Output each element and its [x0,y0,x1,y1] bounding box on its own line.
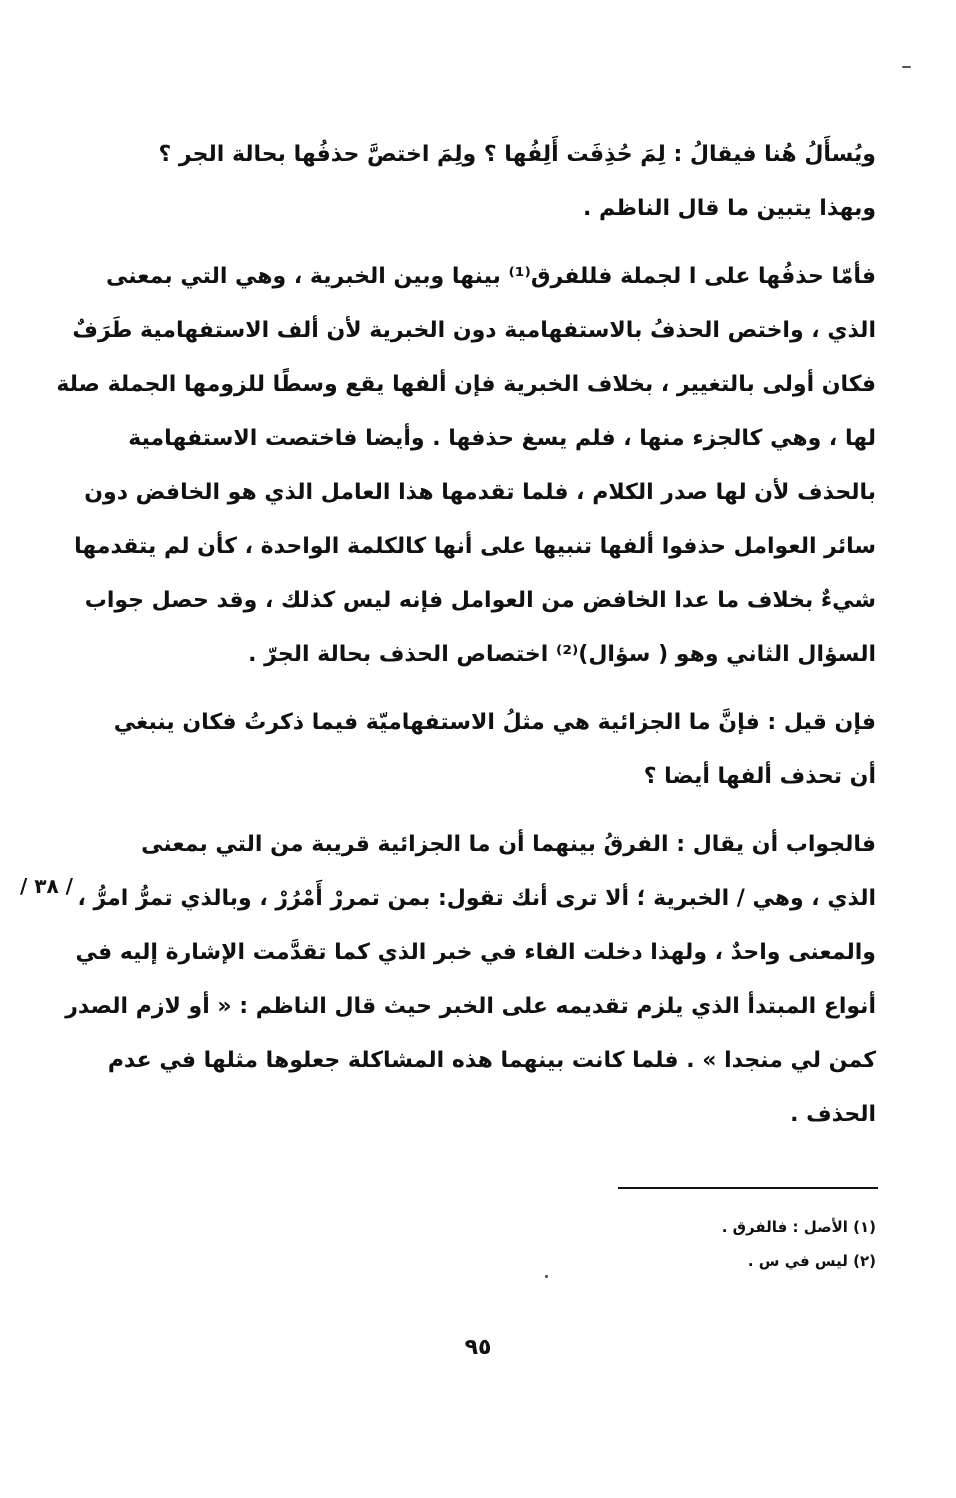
text-line: أن تحذف ألفها أيضا ؟ [643,764,876,789]
body-text [56,128,876,1142]
text-line: وبهذا يتبين ما قال الناظم . [582,196,876,221]
scan-speck [545,1275,548,1278]
text-line: سائر العوامل حذفوا ألفها تنبيها على أنها كالكلمة الواحدة ، كأن لم يتقدمها [74,534,876,559]
text-line: شيءٌ بخلاف ما عدا الخافض من العوامل فإنه ليس كذلك ، وقد حصل جواب [84,588,876,613]
text-line: الذي ، واختص الحذفُ بالاستفهامية دون الخبرية لأن ألف الاستفهامية طَرَفٌ [72,318,876,343]
paragraph-reply [65,818,876,1142]
manuscript-folio-marker: / ٣٨ / [20,874,73,898]
text-line: فكان أولى بالتغيير ، بخلاف الخبرية فإن ألفها يقع وسطًا للزومها الجملة صلة [56,372,876,397]
paragraph-question [138,128,876,236]
text-line: بالحذف لأن لها صدر الكلام ، فلما تقدمها هذا العامل الذي هو الخافض دون [84,480,876,505]
scan-speck [902,66,911,68]
footnote-2: (٢) ليس في س . [747,1252,876,1270]
footnote-separator [618,1187,878,1189]
text-line: كمن لي منجدا » . فلما كانت بينهما هذه المشاكلة جعلوها مثلها في عدم [107,1048,876,1073]
text-line: فالجواب أن يقال : الفرقُ بينهما أن ما الجزائية قريبة من التي بمعنى [141,832,876,857]
footnote-1: (١) الأصل : فالفرق . [721,1218,876,1236]
paragraph-objection [113,696,876,804]
paragraph-answer [56,250,876,682]
text-line: الذي ، وهي / الخبرية ؛ ألا ترى أنك تقول: بمن تمررْ أَمْرُرْ ، وبالذي تمرُّ امرُّ ، [77,886,876,911]
text-line: والمعنى واحدٌ ، ولهذا دخلت الفاء في خبر الذي كما تقدَّمت الإشارة إليه في [75,940,876,965]
text-line: السؤال الثاني وهو ( سؤال)⁽²⁾ اختصاص الحذف بحالة الجرّ . [248,642,876,667]
text-line: فإن قيل : فإنَّ ما الجزائية هي مثلُ الاستفهاميّة فيما ذكرتُ فكان ينبغي [113,710,876,735]
text-line: فأمّا حذفُها على ا لجملة فللفرق⁽¹⁾ بينها وبين الخبرية ، وهي التي بمعنى [106,264,876,289]
text-line: أنواع المبتدأ الذي يلزم تقديمه على الخبر حيث قال الناظم : « أو لازم الصدر [65,994,876,1019]
page-number: ٩٥ [464,1335,492,1360]
text-line: الحذف . [790,1102,876,1127]
footnotes [722,1210,876,1278]
text-line: لها ، وهي كالجزء منها ، فلم يسغ حذفها . وأيضا فاختصت الاستفهامية [128,426,876,451]
text-line: ويُسأَلُ هُنا فيقالُ : لِمَ حُذِفَت أَلِفُها ؟ ولِمَ اختصَّ حذفُها بحالة الجر ؟ [158,142,876,167]
